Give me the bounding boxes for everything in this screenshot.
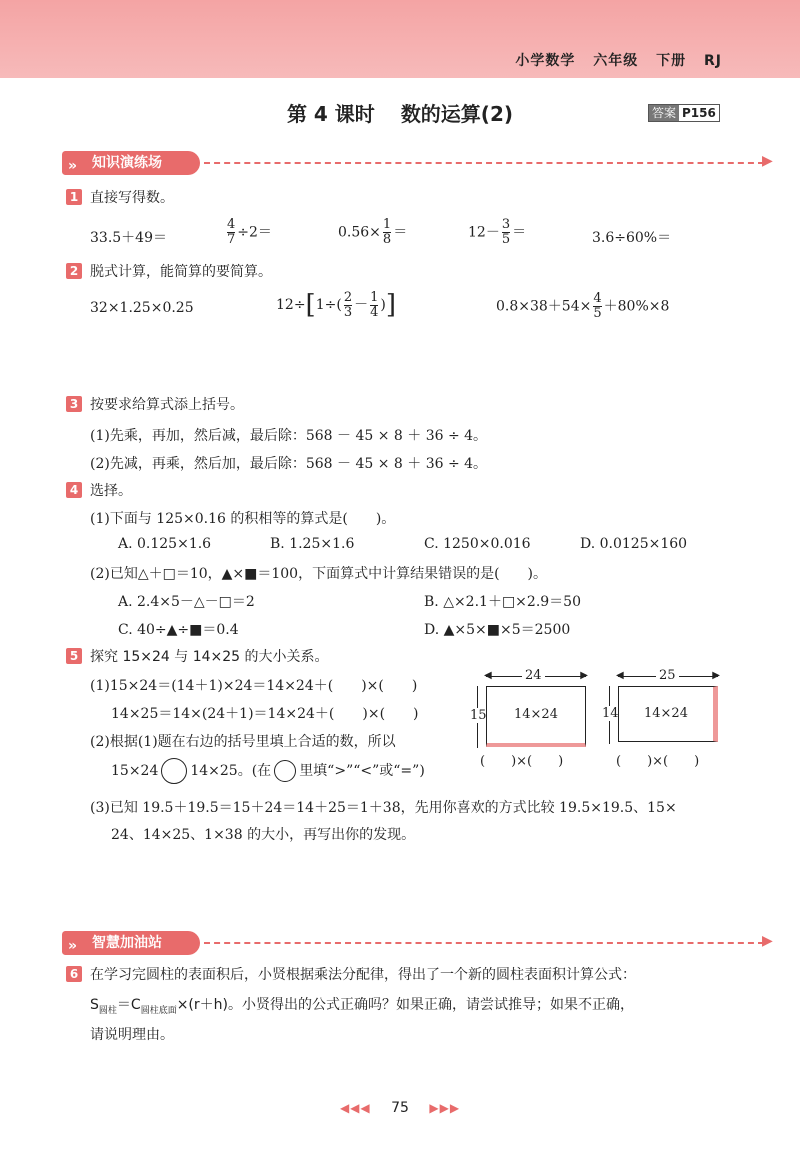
expr-4: 12－ $\frac{3}{5}$ ＝	[468, 217, 527, 247]
question-text: 脱式计算，能简算的要简算。	[90, 264, 272, 280]
rectangle: 14×24	[486, 686, 586, 747]
question-number: 3	[66, 396, 82, 412]
expr-1: 32×1.25×0.25	[90, 300, 194, 316]
figure-rect-1	[470, 668, 588, 778]
expr-2: 12÷[1÷( $\frac{2}{3}$ － $\frac{1}{4}$ )]	[276, 289, 396, 320]
option-a: A. 0.125×1.6	[118, 536, 212, 552]
question-text: 选择。	[90, 483, 132, 499]
header-band	[0, 0, 800, 78]
side-dimension: 15	[470, 686, 484, 748]
chevron-icon: »	[68, 938, 78, 954]
page-number: 75	[391, 1100, 409, 1116]
option-a: A. 2.4×5－△－□＝2	[118, 594, 255, 610]
lesson-number: 第 4 课时	[286, 102, 375, 126]
option-b: B. 1.25×1.6	[270, 536, 355, 552]
expr-3: 0.56× $\frac{1}{8}$ ＝	[338, 217, 408, 247]
top-dimension: ◀ ▶ 25	[616, 668, 720, 683]
book-info	[503, 50, 722, 70]
sub-question: 14×25＝14×(24＋1)＝14×24＋( )×( )	[111, 706, 419, 722]
right-arrows-icon: ▶▶▶	[429, 1101, 461, 1115]
answer-page: P156	[682, 106, 716, 120]
section-title: 知识演练场	[92, 155, 162, 171]
subject: 小学数学	[515, 53, 576, 69]
sub-question: 15×24 14×25。(在 里填“>”“<”或“=”)	[111, 758, 425, 784]
sub-question: (1)下面与 125×0.16 的积相等的算式是( )。	[90, 511, 396, 527]
chevron-icon: »	[68, 158, 78, 174]
dashed-divider	[204, 942, 764, 944]
left-arrows-icon: ◀◀◀	[339, 1101, 371, 1115]
volume: 下册	[656, 53, 687, 69]
sub-question: (1)先乘，再加，然后减，最后除：568 － 45 × 8 ＋ 36 ÷ 4。	[90, 428, 488, 444]
page-footer	[0, 1100, 800, 1116]
compare-circle[interactable]	[161, 758, 187, 784]
section-title: 智慧加油站	[92, 935, 162, 951]
option-c: C. 1250×0.016	[424, 536, 531, 552]
expr-5: 3.6÷60%＝	[592, 230, 672, 246]
sub-question: 24、14×25、1×38 的大小，再写出你的发现。	[111, 827, 416, 843]
answer-label: 答案	[649, 105, 679, 121]
question-text: 探究 15×24 与 14×25 的大小关系。	[90, 649, 329, 665]
question-number: 5	[66, 648, 82, 664]
lesson-topic: 数的运算(2)	[400, 102, 514, 126]
side-dimension: 14	[602, 686, 616, 744]
answer-reference	[648, 104, 720, 122]
expr-2: $\frac{4}{7}$ ÷2＝	[227, 217, 272, 247]
circle-icon	[274, 760, 296, 782]
figure-rect-2	[602, 668, 722, 778]
question-text: $S_{圆柱}=C_{圆柱底面}\times(r+h)$。小贤得出的公式正确吗？如果正确，请尝试推导；如果不正确，	[90, 997, 634, 1016]
arrow-right-icon: ▶	[762, 933, 773, 949]
question-number: 4	[66, 482, 82, 498]
sub-question: (1)15×24＝(14＋1)×24＝14×24＋( )×( )	[90, 678, 418, 694]
option-d: D. 0.0125×160	[580, 536, 688, 552]
sub-question: (2)根据(1)题在右边的括号里填上合适的数，所以	[90, 734, 396, 750]
question-text: 直接写得数。	[90, 190, 174, 206]
expr-3: 0.8×38＋54× $\frac{4}{5}$ ＋80%×8	[496, 291, 670, 321]
blank-label: ( )×( )	[616, 754, 700, 769]
sub-question: (2)已知△＋□＝10，▲×■＝100，下面算式中计算结果错误的是( )。	[90, 566, 548, 582]
question-number: 1	[66, 189, 82, 205]
dashed-divider	[204, 162, 764, 164]
option-d: D. ▲×5×■×5＝2500	[424, 622, 571, 638]
option-c: C. 40÷▲÷■＝0.4	[118, 622, 239, 638]
section-pill	[62, 931, 200, 955]
question-number: 2	[66, 263, 82, 279]
rectangle: 14×24	[618, 686, 718, 742]
question-text: 在学习完圆柱的表面积后，小贤根据乘法分配律，得出了一个新的圆柱表面积计算公式：	[90, 967, 636, 983]
grade: 六年级	[593, 53, 639, 69]
question-number: 6	[66, 966, 82, 982]
top-dimension: ◀ ▶ 24	[484, 668, 588, 683]
section-pill	[62, 151, 200, 175]
sub-question: (3)已知 19.5＋19.5＝15＋24＝14＋25＝1＋38，先用你喜欢的方式比较 19.5×19.5、15×	[90, 800, 677, 816]
question-text: 按要求给算式添上括号。	[90, 397, 244, 413]
arrow-right-icon: ▶	[762, 153, 773, 169]
blank-label: ( )×( )	[480, 754, 564, 769]
expr-1: 33.5＋49＝	[90, 230, 167, 246]
sub-question: (2)先减，再乘，然后加，最后除：568 － 45 × 8 ＋ 36 ÷ 4。	[90, 456, 488, 472]
option-b: B. △×2.1＋□×2.9＝50	[424, 594, 581, 610]
question-text: 请说明理由。	[90, 1027, 174, 1043]
edition: RJ	[704, 53, 722, 69]
